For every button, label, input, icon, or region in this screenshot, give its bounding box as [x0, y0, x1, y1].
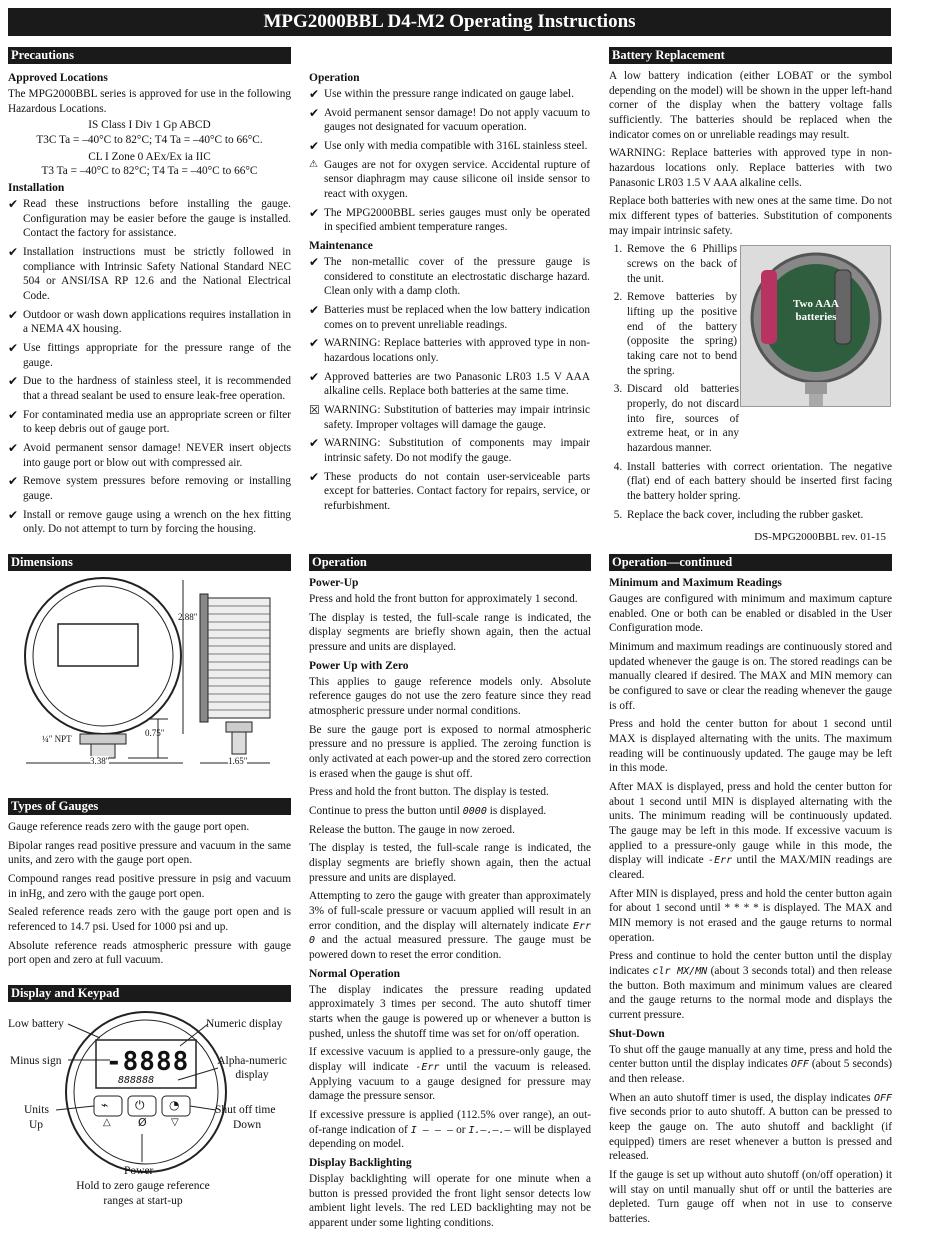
check-icon: ✔ [309, 105, 320, 120]
dim-depth: 1.65" [228, 756, 248, 766]
lcd-main: -8888 [106, 1047, 190, 1077]
zone0-temps: T3 Ta = –40°C to 82°C; T4 Ta = –40°C to 66°C [41, 165, 258, 178]
check-icon: ✔ [8, 440, 19, 455]
battery-header: Battery Replacement [609, 47, 892, 64]
battery-photo-illustration [741, 246, 891, 407]
operation2-section [609, 554, 892, 1231]
battery-p1: A low battery indication (either LOBAT or the symbol depending on the model) will be shown in the upper left-hand corner of the display when the battery voltage falls sufficiently. The batteries should be replaced when the indicator comes on or unreliable readings may result. [609, 70, 892, 141]
types-item: Compound ranges read positive pressure in psig and vacuum in inHg, and zero with the gauge port open. [8, 873, 291, 900]
minmax-p1: Gauges are configured with minimum and maximum capture enabled. One or both can be enabled or disabled in the User Configuration mode. [609, 592, 892, 635]
types-item: Absolute reference reads atmospheric pressure with gauge port open and zero at full vacuum. [8, 939, 291, 967]
maintenance-list [309, 255, 590, 514]
check-icon: ✔ [8, 307, 19, 322]
shutdown-p3: If the gauge is set up without auto shutoff (on/off operation) it will stay on until manually shut off or until the batteries are depleted. Turn gauge off when not in use to conserve batteries. [609, 1169, 892, 1226]
shutdown-p2: When an auto shutoff timer is used, the display indicates OFF five seconds prior to auto shutoff. A button can be pressed to keep the gauge on. The auto shutoff and backlight (if equipped) timers are reset whenever a button is pressed and released. [609, 1091, 893, 1163]
maintenance-heading: Maintenance [309, 239, 373, 252]
label-numeric-display: Numeric display [206, 1018, 283, 1030]
list-item: 4. Install batteries with correct orientation. The negative (flat) end of each battery should be inserted first facing the battery holder spring. [625, 460, 892, 504]
x-box-icon: ☒ [309, 402, 320, 417]
types-item: Sealed reference reads zero with the gauge port open and is referenced to 14.7 psi. Used for 1000 psi and up. [8, 906, 291, 934]
check-icon: ✔ [309, 369, 320, 384]
dimensions-section [8, 554, 291, 576]
powerup-p1: Press and hold the front button for approximately 1 second. [309, 592, 578, 605]
check-icon: ✔ [8, 474, 19, 489]
battery-photo-label: Two AAA batteries [793, 298, 839, 323]
minmax-p4: After MAX is displayed, press and hold the center button for about 1 second until MIN is displayed alternating with the units. The minimum reading will be continuously updated. The gauge may be left in this mode. If excessive vacuum is applied to a pressure-only gauge while in this mode, the display will indicate -Err until the MAX/MIN readings are cleared. [609, 781, 892, 882]
check-icon: ✔ [309, 336, 320, 351]
backlight-heading: Display Backlighting [309, 1156, 412, 1169]
label-hold-zero: Hold to zero gauge reference [76, 1180, 210, 1192]
list-item: 5. Replace the back cover, including the rubber gasket. [625, 508, 892, 523]
precautions-col1 [8, 69, 291, 541]
operation-header: Operation [309, 554, 591, 571]
check-icon: ✔ [309, 138, 320, 153]
dim-nipple: 0.75" [145, 728, 165, 738]
zero-p4: Continue to press the button until 0000 is displayed. [309, 804, 547, 817]
normal-p3: If excessive pressure is applied (112.5% over range), an out-of-range indication of I – – – or I.–.–.– will be displayed depending on model. [309, 1108, 592, 1151]
list-item: ✔ Use only with media compatible with 316L stainless steel. [309, 138, 588, 153]
list-item: ☒ WARNING: Substitution of batteries may impair intrinsic safety. Improper voltages will damage the gauge. [309, 402, 590, 431]
approved-text: The MPG2000BBL series is approved for use in the following Hazardous Locations. [8, 87, 291, 115]
precautions-col2 [309, 69, 590, 518]
check-icon: ✔ [309, 302, 320, 317]
list-item: ✔ WARNING: Replace batteries with approved type in non-hazardous locations only. [309, 336, 590, 364]
label-units: Units [24, 1104, 49, 1116]
check-icon: ✔ [309, 469, 320, 484]
check-icon: ✔ [8, 340, 19, 355]
keypad-section [8, 985, 291, 1007]
revision: DS-MPG2000BBL rev. 01-15 [754, 531, 886, 543]
list-item: ✔ Outdoor or wash down applications requires installation in a NEMA 4X housing. [8, 307, 291, 336]
battery-p2: WARNING: Replace batteries with approved type in non-hazardous locations only. Replace batteries with two Panasonic LR03 1.5 V AAA alkaline cells. [609, 147, 892, 189]
powerup-heading: Power-Up [309, 577, 359, 589]
installation-list [8, 197, 291, 537]
check-icon: ✔ [8, 407, 19, 422]
shutdown-p1: To shut off the gauge manually at any time, press and hold the center button until the display indicates OFF (about 5 seconds) and then release. [609, 1043, 892, 1086]
class1: IS Class I Div 1 Gp ABCD [88, 119, 211, 132]
normal-p1: The display indicates the pressure reading updated approximately 3 times per second. The auto shutoff timer starts when the gauge is powered up or whenever a button is pushed, unless the shutoff time was set for on/off operation. [309, 983, 591, 1040]
label-low-battery: Low battery [8, 1018, 64, 1030]
list-item: ✔ The MPG2000BBL series gauges must only be operated in specified ambient temperature ranges. [309, 205, 590, 234]
check-icon: ✔ [309, 436, 320, 451]
approved-heading: Approved Locations [8, 72, 108, 84]
minmax-p6: Press and continue to hold the center button until the display indicates clr MX/MN (about 3 seconds total) and then release the button. Both maximum and minimum values are cleared and the gauge returns to the normal mode and displays the current pressure. [609, 950, 892, 1022]
zero-p5: Release the button. The gauge in now zeroed. [309, 823, 515, 836]
shutdown-heading: Shut-Down [609, 1027, 665, 1040]
list-item: ✔ Use fittings appropriate for the pressure range of the gauge. [8, 340, 291, 369]
class1-temps: T3C Ta = –40°C to 82°C; T4 Ta = –40°C to 66°C. [36, 133, 263, 146]
dimensions-diagram [8, 576, 291, 776]
list-item: ✔ Read these instructions before installing the gauge. Configuration may be easier before the gauge is installed. Contact the factory for assistance. [8, 196, 291, 240]
check-icon: ✔ [309, 86, 320, 101]
check-icon: ✔ [8, 244, 19, 259]
operation-heading: Operation [309, 72, 360, 84]
normal-p2: If excessive vacuum is applied to a pressure-only gauge, the display will indicate -Err until the vacuum is released. Applying vacuum to a gauge designed for pressure may damage the pressure sensor. [309, 1046, 592, 1103]
zero-p3: Press and hold the front button. The display is tested. [309, 786, 549, 799]
dim-width: 3.38" [90, 756, 110, 766]
precautions-header: Precautions [8, 47, 291, 64]
dim-npt: ¼" NPT [42, 734, 72, 744]
label-down: Down [233, 1119, 262, 1131]
operation-section [309, 554, 591, 1235]
types-header: Types of Gauges [8, 798, 291, 815]
list-item: ✔ Approved batteries are two Panasonic LR03 1.5 V AAA alkaline cells. Replace both batteries at the same time. [309, 369, 590, 398]
operation-list [309, 87, 590, 235]
list-item: ✔ Avoid permanent sensor damage! NEVER insert objects into gauge port or blow out with compressed air. [8, 440, 291, 469]
list-item: ✔ Batteries must be replaced when the low battery indication comes on to prevent unreliable readings. [309, 302, 590, 331]
backlight-p: Display backlighting will operate for one minute when a button is pressed provided the front light sensor detects low ambient light levels. The red LED backlighting may not be apparent under some lighting conditions. [309, 1172, 591, 1229]
keypad-header: Display and Keypad [8, 985, 291, 1002]
list-item: ✔ Due to the hardness of stainless steel, it is recommended that a thread sealant be used to ensure leak-free operation. [8, 374, 291, 402]
list-item: ✔ Remove system pressures before removing or installing gauge. [8, 474, 291, 502]
list-item: 2. Remove batteries by lifting up the positive end of the battery (opposite the spring) taking care not to bend the spring. [625, 290, 737, 378]
normal-heading: Normal Operation [309, 967, 401, 980]
powerup-p2: The display is tested, the full-scale range is indicated, the display segments are briefly shown again, then the actual pressure and units are displayed. [309, 611, 591, 653]
zero-p6: The display is tested, the full-scale range is indicated, the display segments are briefly shown again, then the actual pressure and units are displayed. [309, 842, 591, 884]
minmax-heading: Minimum and Maximum Readings [609, 577, 782, 589]
zero-p2: Be sure the gauge port is exposed to normal atmospheric pressure and no pressure is applied. The zeroing function is only activated at each power-up and the stored zero correction is erased when the gauge is shut off. [309, 723, 591, 780]
installation-heading: Installation [8, 181, 65, 194]
timer-button[interactable]: ◔ [169, 1098, 180, 1112]
check-icon: ✔ [8, 507, 19, 522]
list-item: ✔ Install or remove gauge using a wrench on the hex fitting only. Do not attempt to turn by forcing the housing. [8, 507, 291, 536]
minmax-p2: Minimum and maximum readings are continuously stored and updated whenever the gauge is on. The stored readings can be manually cleared if desired. The MAX and MIN memory can be configured to save or clear the reading whenever the gauge is off. [609, 640, 892, 712]
zero-p1: This applies to gauge reference models only. Absolute reference gauges do not use the zero feature since they read atmospheric pressure under normal conditions. [309, 675, 591, 717]
units-button[interactable]: ⌁ [101, 1098, 109, 1112]
list-item: ✔ Installation instructions must be strictly followed in compliance with Intrinsic Safety National Standard NEC 504 or ANSI/ISA RP 12.6 and the National Electrical Code. [8, 244, 291, 302]
label-power: Power [124, 1165, 154, 1177]
precautions-section [8, 47, 291, 69]
lcd-sub: 888888 [118, 1075, 155, 1086]
power-button[interactable]: ⏻ [135, 1098, 145, 1112]
up-symbol: △ [103, 1117, 111, 1128]
label-shut-off-time: Shut off time [215, 1104, 276, 1116]
check-icon: ✔ [8, 196, 19, 211]
label-up: Up [29, 1119, 44, 1131]
list-item: ⚠ Gauges are not for oxygen service. Accidental rupture of sensor diaphragm may cause silicone oil inside sensor to react with oxygen. [309, 158, 590, 200]
types-section [8, 798, 291, 972]
dimensions-drawing [8, 576, 291, 776]
battery-p3: Replace both batteries with new ones at the same time. Do not mix different types of batteries. Substitution of components may impair intrinsic safety. [609, 195, 892, 237]
types-item: Bipolar ranges read positive pressure and vacuum in the same units, and zero with the gauge port open. [8, 839, 291, 867]
zero-heading: Power Up with Zero [309, 659, 409, 672]
label-ranges: ranges at start-up [103, 1195, 183, 1207]
zero-p7: Attempting to zero the gauge with greater than approximately 3% of full-scale pressure or vacuum applied will result in an error condition, and the display will alternately indicate Err 0 and the actual measured pressure. The gauge must be powered down to reset the error condition. [309, 890, 592, 961]
list-item: ✔ The non-metallic cover of the pressure gauge is considered to constitute an electrostatic discharge hazard. Clean only with a damp cloth. [309, 254, 590, 298]
list-item: 3. Discard old batteries properly, do not discard into fire, sources of extreme heat, or in any hazardous manner. [625, 382, 892, 455]
label-alpha-numeric: Alpha-numeric display [217, 1055, 287, 1082]
check-icon: ✔ [309, 254, 320, 269]
types-item: Gauge reference reads zero with the gauge port open. [8, 821, 250, 833]
warning-icon: ⚠ [309, 158, 318, 170]
battery-photo [740, 245, 891, 407]
check-icon: ✔ [309, 205, 320, 220]
operation2-header: Operation—continued [609, 554, 892, 571]
list-item: ✔ WARNING: Substitution of components may impair intrinsic safety. Do not modify the gauge. [309, 436, 590, 464]
dimensions-header: Dimensions [8, 554, 291, 571]
check-icon: ✔ [8, 374, 19, 389]
page-title: MPG2000BBL D4-M2 Operating Instructions [8, 8, 891, 36]
down-symbol: ▽ [171, 1117, 179, 1128]
minmax-p3: Press and hold the center button for about 1 second until MAX is displayed alternating with the units. The maximum reading will be continuously updated. The gauge may be left in this mode. [609, 718, 892, 775]
label-minus-sign: Minus sign [10, 1055, 62, 1067]
list-item: 1. Remove the 6 Phillips screws on the back of the unit. [625, 242, 737, 286]
list-item: ✔ These products do not contain user-serviceable parts except for batteries. Contact factory for repairs, service, or refurbishment. [309, 469, 590, 512]
list-item: ✔ Avoid permanent sensor damage! Do not apply vacuum to gauges not designated for vacuum operation. [309, 105, 590, 134]
zero-symbol: Ø [138, 1116, 147, 1129]
keypad-diagram [8, 1010, 298, 1210]
minmax-p5: After MIN is displayed, press and hold the center button again for about 1 second until * * * * is displayed. The MAX and MIN memory is not erased and the gauge returns to normal operation. [609, 887, 892, 944]
dim-height: 2.88" [178, 612, 198, 622]
list-item: ✔ For contaminated media use an appropriate screen or filter to keep debris out of gauge port. [8, 407, 291, 436]
zone0: CL I Zone 0 AEx/Ex ia IIC [88, 150, 211, 163]
list-item: ✔ Use within the pressure range indicated on gauge label. [309, 86, 575, 101]
